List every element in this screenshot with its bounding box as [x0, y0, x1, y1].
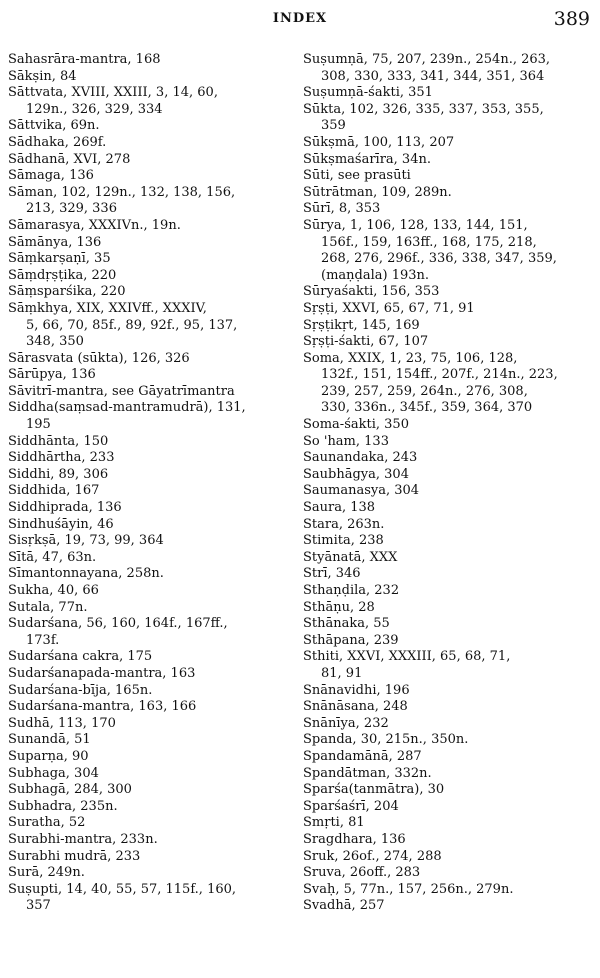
index-entry	[8, 185, 292, 218]
index-entry	[303, 185, 593, 202]
index-entry	[303, 201, 593, 218]
index-entry-line: Sūrya, 1, 106, 128, 133, 144, 151,	[303, 217, 528, 233]
index-entry-line: Suṣupti, 14, 40, 55, 57, 115f., 160,	[8, 881, 237, 897]
index-entry	[8, 533, 292, 550]
index-entry	[303, 52, 593, 85]
index-entry	[303, 550, 593, 567]
index-entry-line: So 'ham, 133	[303, 433, 389, 449]
index-entry	[303, 683, 593, 700]
index-entry-line: Suparṇa, 90	[8, 748, 89, 764]
index-entry	[8, 450, 292, 467]
index-entry-line: Sudarśana cakra, 175	[8, 649, 153, 665]
index-entry-line: Sahasrāra-mantra, 168	[8, 52, 161, 67]
index-entry	[303, 467, 593, 484]
index-entry-continuation: (maṇḍala) 193n.	[321, 267, 430, 283]
index-entry	[303, 849, 593, 866]
index-entry	[8, 52, 292, 69]
index-entry	[303, 699, 593, 716]
index-entry-line: Sthāṇu, 28	[303, 599, 375, 615]
index-entry	[8, 434, 292, 451]
index-entry-line: Subhadra, 235n.	[8, 798, 118, 814]
index-entry	[303, 832, 593, 849]
index-entry	[303, 301, 593, 318]
index-entry	[303, 766, 593, 783]
index-entry-line: Sragdhara, 136	[303, 831, 406, 847]
index-entry	[8, 683, 292, 700]
index-entry-line: Sudarśana-mantra, 163, 166	[8, 699, 197, 715]
index-entry-line: Siddhi, 89, 306	[8, 466, 109, 482]
index-entry-continuation: 268, 276, 296f., 336, 338, 347, 359,	[321, 251, 557, 267]
index-entry	[303, 102, 593, 135]
index-entry	[8, 882, 292, 915]
index-entry	[8, 384, 292, 401]
index-entry-line: Sūryaśakti, 156, 353	[303, 284, 440, 300]
index-entry-line: Soma-śakti, 350	[303, 417, 409, 433]
index-entry-line: Sāṃkarṣaṇī, 35	[8, 251, 111, 267]
index-entry	[303, 218, 593, 284]
index-entry-line: Sruva, 26off., 283	[303, 865, 421, 881]
index-entry	[8, 666, 292, 683]
index-entry-line: Sindhuśāyin, 46	[8, 516, 114, 532]
index-entry-line: Soma, XXIX, 1, 23, 75, 106, 128,	[303, 350, 518, 366]
index-entry-line: Sākṣin, 84	[8, 68, 77, 84]
index-entry	[8, 583, 292, 600]
index-entry-line: Sārūpya, 136	[8, 367, 96, 383]
index-entry	[303, 434, 593, 451]
index-entry	[303, 517, 593, 534]
index-entry	[8, 616, 292, 649]
index-entry-continuation: 156f., 159, 163ff., 168, 175, 218,	[321, 234, 537, 250]
page-title: INDEX	[272, 11, 328, 26]
index-entry	[303, 749, 593, 766]
index-entry	[303, 616, 593, 633]
index-entry-line: Sukha, 40, 66	[8, 583, 99, 598]
page-header	[0, 8, 600, 34]
index-entry-line: Strī, 346	[303, 566, 361, 582]
index-column-right	[303, 52, 593, 915]
index-entry-line: Sāttvika, 69n.	[8, 118, 100, 134]
index-entry-line: Saubhāgya, 304	[303, 466, 409, 482]
index-entry-line: Sṛṣṭikṛt, 145, 169	[303, 317, 420, 333]
index-entry	[303, 583, 593, 600]
index-entry	[303, 782, 593, 799]
index-entry-line: Sāmarasya, XXXIVn., 19n.	[8, 217, 181, 233]
index-entry-line: Sāmaga, 136	[8, 168, 94, 184]
index-entry	[303, 865, 593, 882]
index-entry-continuation: 81, 91	[321, 665, 363, 681]
index-entry	[303, 633, 593, 650]
index-entry-line: Sṛṣṭi, XXVI, 65, 67, 71, 91	[303, 300, 475, 316]
index-entry-line: Sudhā, 113, 170	[8, 715, 116, 731]
index-entry-line: Sādhaka, 269f.	[8, 134, 107, 150]
index-entry-line: Suratha, 52	[8, 815, 86, 831]
index-entry	[303, 450, 593, 467]
index-entry-line: Sādhanā, XVI, 278	[8, 151, 131, 167]
index-entry	[8, 301, 292, 351]
index-entry-line: Spanda, 30, 215n., 350n.	[303, 732, 469, 748]
index-entry-line: Sūkta, 102, 326, 335, 337, 353, 355,	[303, 101, 544, 117]
index-entry	[8, 218, 292, 235]
index-entry-continuation: 132f., 151, 154ff., 207f., 214n., 223,	[321, 367, 558, 383]
index-entry-line: Sruk, 26of., 274, 288	[303, 848, 442, 864]
index-entry-line: Svadhā, 257	[303, 898, 385, 914]
index-entry-continuation: 239, 257, 259, 264n., 276, 308,	[321, 383, 528, 399]
index-entry-line: Sthāpana, 239	[303, 632, 399, 648]
index-entry-line: Sthānaka, 55	[303, 616, 390, 632]
index-entry-line: Siddhiprada, 136	[8, 500, 122, 516]
index-entry-line: Subhaga, 304	[8, 765, 99, 781]
index-entry	[8, 251, 292, 268]
index-entry	[8, 566, 292, 583]
index-entry	[303, 716, 593, 733]
index-entry	[8, 483, 292, 500]
index-entry-continuation: 195	[26, 417, 51, 433]
index-entry-line: Spandamānā, 287	[303, 748, 422, 764]
index-entry	[8, 749, 292, 766]
index-entry-continuation: 213, 329, 336	[26, 201, 117, 217]
index-entry-line: Stara, 263n.	[303, 516, 385, 532]
index-entry	[303, 799, 593, 816]
index-entry	[8, 118, 292, 135]
index-entry-line: Surabhi mudrā, 233	[8, 848, 141, 864]
index-entry-line: Snānīya, 232	[303, 715, 389, 731]
index-entry	[8, 849, 292, 866]
index-entry-line: Surabhi-mantra, 233n.	[8, 831, 158, 847]
index-entry-line: Sthiti, XXVI, XXXIII, 65, 68, 71,	[303, 649, 511, 665]
index-entry-line: Sāttvata, XVIII, XXIII, 3, 14, 60,	[8, 85, 218, 101]
index-entry	[8, 799, 292, 816]
index-entry	[8, 716, 292, 733]
index-entry-continuation: 173f.	[26, 632, 60, 648]
index-entry	[8, 351, 292, 368]
index-entry-line: Suṣumṇā, 75, 207, 239n., 254n., 263,	[303, 52, 551, 67]
index-entry-line: Snānāsana, 248	[303, 699, 408, 715]
index-entry-line: Sīmantonnayana, 258n.	[8, 566, 164, 582]
index-entry-line: Sparśaśrī, 204	[303, 798, 399, 814]
index-entry-continuation: 348, 350	[26, 334, 84, 350]
index-entry-line: Stimita, 238	[303, 533, 384, 549]
index-entry-line: Siddha(saṃsad-mantramudrā), 131,	[8, 400, 246, 416]
index-entry-line: Sāvitrī-mantra, see Gāyatrīmantra	[8, 383, 235, 399]
index-entry-line: Sparśa(tanmātra), 30	[303, 782, 445, 798]
index-entry-line: Svaḥ, 5, 77n., 157, 256n., 279n.	[303, 881, 514, 897]
index-entry-line: Sūrī, 8, 353	[303, 201, 381, 217]
index-entry	[303, 334, 593, 351]
index-entry-line: Sāmānya, 136	[8, 234, 102, 250]
index-entry-line: Smṛti, 81	[303, 815, 365, 831]
index-entry-line: Suṣumṇā-śakti, 351	[303, 85, 433, 101]
index-entry	[303, 135, 593, 152]
index-entry	[8, 400, 292, 433]
index-entry	[8, 284, 292, 301]
index-entry	[8, 168, 292, 185]
index-entry	[303, 898, 593, 915]
index-entry-line: Sāṃdṛṣṭika, 220	[8, 267, 117, 283]
index-entry-line: Sūti, see prasūti	[303, 168, 411, 184]
index-entry	[303, 168, 593, 185]
index-entry	[8, 367, 292, 384]
index-entry	[8, 268, 292, 285]
index-entry-line: Sṛṣṭi-śakti, 67, 107	[303, 334, 429, 350]
index-entry	[303, 882, 593, 899]
index-entry	[8, 649, 292, 666]
index-entry-line: Sisṛkṣā, 19, 73, 99, 364	[8, 533, 164, 549]
index-entry	[8, 85, 292, 118]
index-entry-line: Saura, 138	[303, 500, 376, 516]
index-entry-line: Saumanasya, 304	[303, 483, 420, 499]
index-entry-line: Siddhānta, 150	[8, 433, 109, 449]
index-entry	[8, 699, 292, 716]
index-entry	[303, 649, 593, 682]
index-entry-line: Spandātman, 332n.	[303, 765, 432, 781]
index-entry-line: Sudarśanapada-mantra, 163	[8, 665, 196, 681]
index-entry	[8, 135, 292, 152]
index-entry-continuation: 129n., 326, 329, 334	[26, 101, 163, 117]
index-entry-line: Sthaṇḍila, 232	[303, 583, 400, 598]
index-entry	[303, 600, 593, 617]
index-entry-line: Sāman, 102, 129n., 132, 138, 156,	[8, 184, 236, 200]
index-entry-line: Sārasvata (sūkta), 126, 326	[8, 350, 190, 366]
index-entry	[303, 284, 593, 301]
index-entry-line: Sunandā, 51	[8, 732, 91, 748]
index-entry-line: Sūtrātman, 109, 289n.	[303, 184, 452, 200]
index-entry	[8, 235, 292, 252]
index-entry-line: Saunandaka, 243	[303, 450, 418, 466]
index-entry-continuation: 330, 336n., 345f., 359, 364, 370	[321, 400, 533, 416]
index-entry-line: Sūkṣmā, 100, 113, 207	[303, 134, 455, 150]
index-entry	[303, 732, 593, 749]
index-entry	[8, 865, 292, 882]
index-column-left	[8, 52, 292, 915]
index-entry	[303, 318, 593, 335]
index-entry	[303, 417, 593, 434]
index-entry-continuation: 357	[26, 898, 51, 914]
index-entry-line: Sudarśana, 56, 160, 164f., 167ff.,	[8, 616, 228, 632]
index-entry	[8, 467, 292, 484]
index-entry-continuation: 308, 330, 333, 341, 344, 351, 364	[321, 68, 545, 84]
index-entry	[8, 69, 292, 86]
index-entry	[8, 732, 292, 749]
index-entry-line: Sūkṣmaśarīra, 34n.	[303, 151, 431, 167]
index-entry	[8, 600, 292, 617]
index-entry-continuation: 359	[321, 118, 346, 134]
index-entry	[8, 766, 292, 783]
index-entry	[303, 483, 593, 500]
index-entry	[303, 566, 593, 583]
index-entry	[303, 533, 593, 550]
index-entry-line: Siddhida, 167	[8, 483, 100, 499]
index-entry	[303, 500, 593, 517]
index-entry-continuation: 5, 66, 70, 85f., 89, 92f., 95, 137,	[26, 317, 238, 333]
index-entry-line: Surā, 249n.	[8, 865, 85, 881]
index-entry	[8, 152, 292, 169]
index-entry	[8, 815, 292, 832]
index-entry-line: Sāṃsparśika, 220	[8, 284, 126, 300]
index-entry-line: Sāṃkhya, XIX, XXIVff., XXXIV,	[8, 300, 207, 316]
index-entry	[8, 782, 292, 799]
index-entry-line: Siddhārtha, 233	[8, 450, 115, 466]
index-entry	[8, 517, 292, 534]
index-entry-line: Subhagā, 284, 300	[8, 782, 132, 798]
index-entry-line: Snānavidhi, 196	[303, 682, 410, 698]
index-entry	[8, 500, 292, 517]
index-entry	[303, 815, 593, 832]
index-entry	[8, 550, 292, 567]
page-number: 389	[553, 8, 590, 30]
index-entry-line: Sutala, 77n.	[8, 599, 88, 615]
index-entry-line: Sītā, 47, 63n.	[8, 549, 97, 565]
index-entry-line: Styānatā, XXX	[303, 549, 398, 565]
index-entry	[303, 85, 593, 102]
index-entry	[8, 832, 292, 849]
index-entry	[303, 351, 593, 417]
index-entry-line: Sudarśana-bīja, 165n.	[8, 682, 153, 698]
index-entry	[303, 152, 593, 169]
